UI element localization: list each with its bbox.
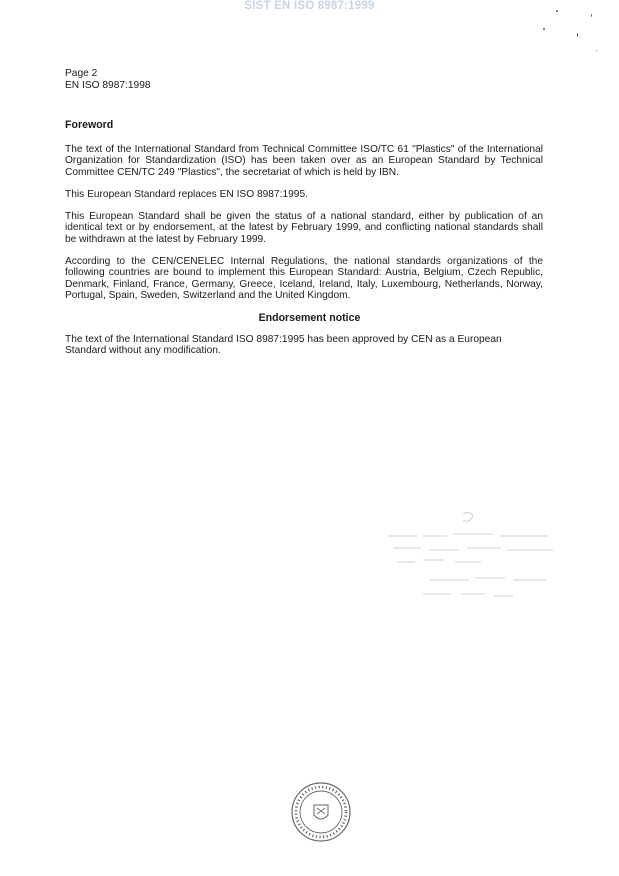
scan-speck <box>577 33 578 37</box>
foreword-paragraph-3: This European Standard shall be given the status of a national standard, either by publication of an identical text or by endorsement, at the latest by February 1999, and conflicting national standards shall be withdrawn at the latest by February 1999. <box>65 211 543 245</box>
scan-speck <box>591 14 592 17</box>
scan-speck <box>543 28 545 30</box>
scan-speck <box>556 10 558 12</box>
page-label: Page 2 <box>65 68 98 79</box>
endorsement-heading: Endorsement notice <box>258 312 361 324</box>
page-header <box>65 68 543 91</box>
faint-stamp-mark <box>383 510 563 602</box>
scan-speck <box>596 50 597 51</box>
foreword-paragraph-2: This European Standard replaces EN ISO 8987:1995. <box>65 189 308 200</box>
endorsement-text: The text of the International Standard ISO 8987:1995 has been approved by CEN as a European Standard without any modification. <box>65 334 502 357</box>
foreword-paragraph-1: The text of the International Standard from Technical Committee ISO/TC 61 "Plastics" of the International Organization for Standardization (ISO) has been taken over as an European Standard by Technical Committee CEN/TC 249 "Plastics", the secretariat of which is held by IBN. <box>65 144 543 178</box>
watermark-title: SIST EN ISO 8987:1999 <box>244 0 375 12</box>
foreword-heading: Foreword <box>65 119 114 131</box>
foreword-paragraph-4: According to the CEN/CENELEC Internal Regulations, the national standards organizations of the following countries are bound to implement this European Standard: Austria, Belgium, Czech Republic, Denmark, Finland, France, Germany, Greece, Iceland, Ireland, Italy, Luxembourg, Netherlands, Norway, Portugal, Spain, Sweden, Switzerland and the United Kingdom. <box>65 256 543 301</box>
institution-seal <box>290 781 352 843</box>
document-id: EN ISO 8987:1998 <box>65 79 151 91</box>
